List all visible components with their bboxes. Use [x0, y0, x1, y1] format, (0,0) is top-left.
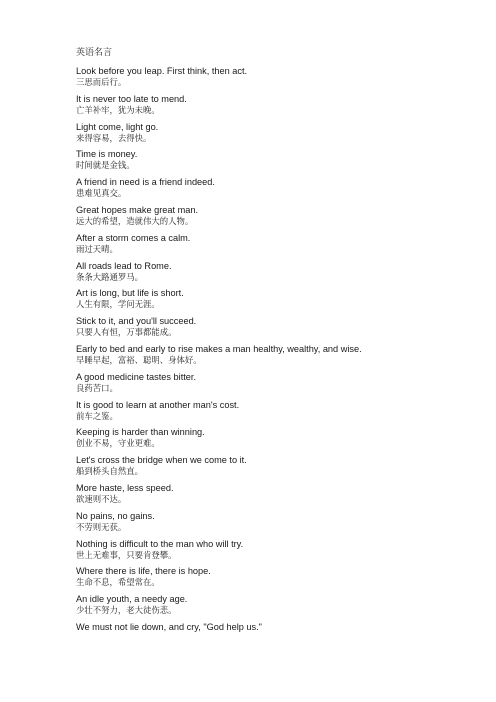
proverb-english: Art is long, but life is short.: [76, 288, 184, 299]
proverb-english: No pains, no gains.: [76, 510, 155, 521]
proverb-english: Keeping is harder than winning.: [76, 427, 205, 438]
proverb-english: All roads lead to Rome.: [76, 260, 172, 271]
list-item: [76, 622, 456, 633]
list-item: [76, 233, 456, 255]
proverb-chinese: 远大的希望，造就伟大的人物。: [76, 215, 194, 226]
proverb-chinese: 前车之鉴。: [76, 410, 118, 421]
list-item: [76, 400, 456, 422]
proverb-chinese: 只要人有恒，万事都能成。: [76, 327, 177, 338]
list-item: [76, 94, 456, 116]
proverb-chinese: 良药苦口。: [76, 382, 118, 393]
proverb-chinese: 条条大路通罗马。: [76, 271, 143, 282]
proverb-english: We must not lie down, and cry, "God help us.": [76, 621, 262, 632]
list-item: [76, 66, 456, 88]
proverb-chinese: 创业不易，守业更难。: [76, 438, 160, 449]
proverb-english: More haste, less speed.: [76, 482, 174, 493]
proverb-chinese: 少壮不努力，老大徒伤悲。: [76, 605, 177, 616]
proverb-english: Where there is life, there is hope.: [76, 566, 211, 577]
list-item: [76, 594, 456, 616]
proverb-chinese: 欲速则不达。: [76, 493, 127, 504]
proverb-english: Let's cross the bridge when we come to it.: [76, 455, 247, 466]
proverb-list: [76, 66, 456, 633]
proverb-english: Nothing is difficult to the man who will try.: [76, 538, 244, 549]
document-title: 英语名言: [76, 48, 113, 58]
proverb-chinese: 三思而后行。: [76, 77, 127, 87]
proverb-english: It is never too late to mend.: [76, 93, 187, 104]
proverb-english: An idle youth, a needy age.: [76, 594, 188, 605]
list-item: [76, 122, 456, 144]
list-item: [76, 316, 456, 338]
proverb-chinese: 雨过天晴。: [76, 243, 118, 254]
proverb-english: It is good to learn at another man's cost.: [76, 399, 240, 410]
proverb-chinese: 人生有限，学问无涯。: [76, 299, 160, 310]
list-item: [76, 511, 456, 533]
proverb-chinese: 亡羊补牢，犹为未晚。: [76, 104, 160, 115]
list-item: [76, 205, 456, 227]
list-item: [76, 372, 456, 394]
list-item: [76, 483, 456, 505]
proverb-chinese: 时间就是金钱。: [76, 160, 135, 171]
proverb-english: Time is money.: [76, 149, 138, 160]
proverb-chinese: 世上无难事，只要肯登攀。: [76, 549, 177, 560]
proverb-chinese: 来得容易，去得快。: [76, 132, 152, 143]
list-item: [76, 427, 456, 449]
proverb-english: Early to bed and early to rise makes a man healthy, wealthy, and wise.: [76, 343, 362, 354]
list-item: [76, 566, 456, 588]
proverb-chinese: 生命不息，希望常在。: [76, 577, 160, 588]
list-item: [76, 177, 456, 199]
proverb-chinese: 患难见真交。: [76, 188, 127, 199]
list-item: [76, 455, 456, 477]
proverb-chinese: 早睡早起，富裕、聪明、身体好。: [76, 354, 202, 365]
proverb-english: Stick to it, and you'll succeed.: [76, 316, 197, 327]
list-item: [76, 261, 456, 283]
proverb-english: Light come, light go.: [76, 121, 159, 132]
proverb-english: Look before you leap. First think, then act.: [76, 66, 248, 76]
proverb-english: After a storm comes a calm.: [76, 232, 191, 243]
proverb-chinese: 船到桥头自然直。: [76, 466, 143, 477]
proverb-chinese: 不劳则无获。: [76, 521, 127, 532]
proverb-english: A friend in need is a friend indeed.: [76, 177, 215, 188]
list-item: [76, 539, 456, 561]
list-item: [76, 344, 456, 366]
list-item: [76, 149, 456, 171]
list-item: [76, 288, 456, 310]
proverb-english: Great hopes make great man.: [76, 204, 199, 215]
proverb-english: A good medicine tastes bitter.: [76, 371, 197, 382]
